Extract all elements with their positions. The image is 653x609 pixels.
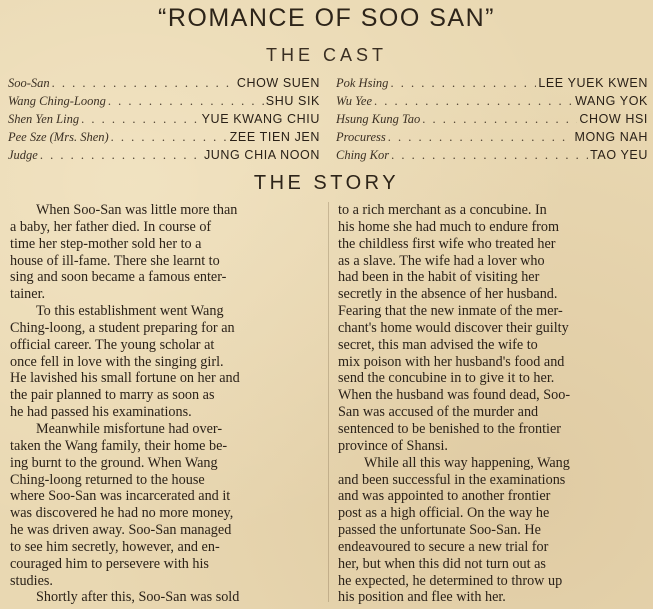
story-line: to a rich merchant as a concubine. In xyxy=(338,202,547,218)
cast-actor: YUE KWANG CHIU xyxy=(201,112,320,126)
cast-list xyxy=(8,74,648,164)
story-line: and been successful in the examinations xyxy=(338,471,566,488)
story-line: While all this way happening, Wang xyxy=(364,454,570,471)
story-line: had been in the habit of visiting her xyxy=(338,269,540,286)
leader-dots xyxy=(388,128,573,146)
story-line: He lavished his small fortune on her and xyxy=(10,370,240,387)
story-line: studies. xyxy=(10,572,53,589)
story-line: as a slave. The wife had a lover who xyxy=(338,252,545,269)
cast-role: Pok Hsing xyxy=(336,76,389,90)
story-line: post as a high official. On the way he xyxy=(338,505,550,522)
story-line: tainer. xyxy=(10,286,46,303)
cast-actor: JUNG CHIA NOON xyxy=(203,148,320,162)
story-line: Ching-loong, a student preparing for an xyxy=(10,319,235,336)
cast-entry xyxy=(336,146,648,164)
story-line: he expected, he determined to throw up xyxy=(338,572,563,589)
story-line: When Soo-San was little more than xyxy=(36,202,238,218)
story-line: ing burnt to the ground. When Wang xyxy=(10,454,218,471)
cast-role: Soo-San xyxy=(8,76,50,90)
story-line: Meanwhile misfortune had over- xyxy=(36,420,223,437)
cast-role: Wu Yee xyxy=(336,94,372,108)
cast-entry xyxy=(336,128,648,146)
story-line: secret, this man advised the wife to xyxy=(338,336,538,353)
story-line: once fell in love with the singing girl. xyxy=(10,353,224,370)
story-line: When the husband was found dead, Soo- xyxy=(338,387,571,404)
leader-dots xyxy=(52,74,235,92)
cast-role: Procuress xyxy=(336,130,386,144)
story-line: to see him secretly, however, and en- xyxy=(10,538,220,555)
cast-actor: LEE YUEK KWEN xyxy=(538,76,648,90)
cast-role: Shen Yen Ling xyxy=(8,112,80,126)
story-line: secretly in the absence of her husband. xyxy=(338,286,558,303)
cast-role: Ching Kor xyxy=(336,148,390,162)
story-line: chant's home would discover their guilty xyxy=(338,319,569,336)
story-line: sentenced to be benished to the frontier xyxy=(338,420,561,437)
story-line: a baby, her father died. In course of xyxy=(10,218,212,235)
cast-role: Hsung Kung Tao xyxy=(336,112,421,126)
column-divider xyxy=(328,202,329,602)
story-line: his position and flee with her. xyxy=(338,589,506,606)
story-line: house of ill-fame. There she learnt to xyxy=(10,252,220,269)
cast-entry xyxy=(8,92,320,110)
story-line: sing and soon became a famous enter- xyxy=(10,269,227,286)
leader-dots xyxy=(422,110,577,128)
story-line: couraged him to persevere with his xyxy=(10,555,209,572)
cast-entry xyxy=(8,110,320,128)
story-line: his home she had much to endure from xyxy=(338,218,560,235)
story-line: was discovered he had no more money, xyxy=(10,505,234,522)
story-line: official career. The young scholar at xyxy=(10,336,215,353)
leader-dots xyxy=(111,128,228,146)
story-line: Ching-loong returned to the house xyxy=(10,471,205,488)
story-line: where Soo-San was incarcerated and it xyxy=(10,488,231,505)
story-line: Fearing that the new inmate of the mer- xyxy=(338,303,563,320)
story-line: time her step-mother sold her to a xyxy=(10,235,202,252)
story-line: mix poison with her husband's food and xyxy=(338,353,565,370)
cast-role: Judge xyxy=(8,148,38,162)
story-line: endeavoured to secure a new trial for xyxy=(338,538,549,555)
cast-actor: CHOW SUEN xyxy=(236,76,320,90)
page-title: “ROMANCE OF SOO SAN” xyxy=(158,4,495,32)
cast-heading: THE CAST xyxy=(265,45,387,65)
cast-entry xyxy=(8,128,320,146)
cast-actor: SHU SIK xyxy=(265,94,320,108)
story-line: passed the unfortunate Soo-San. He xyxy=(338,522,541,539)
leader-dots xyxy=(40,146,202,164)
leader-dots xyxy=(391,146,588,164)
story-heading: THE STORY xyxy=(253,172,400,194)
story-line: he was driven away. Soo-San managed xyxy=(10,522,232,539)
leader-dots xyxy=(390,74,536,92)
leader-dots xyxy=(108,92,264,110)
story-line: send the concubine in to give it to her. xyxy=(338,370,555,387)
cast-role: Pee Sze (Mrs. Shen) xyxy=(8,130,109,144)
story-line: the pair planned to marry as soon as xyxy=(10,387,215,404)
story-line: To this establishment went Wang xyxy=(36,303,224,320)
story-line: San was accused of the murder and xyxy=(338,404,539,421)
cast-actor: MONG NAH xyxy=(574,130,648,144)
story-line: and was appointed to another frontier xyxy=(338,488,551,505)
cast-entry xyxy=(336,110,648,128)
cast-actor: WANG YOK xyxy=(575,94,648,108)
story-column-right xyxy=(338,202,644,606)
cast-entry xyxy=(8,146,320,164)
leader-dots xyxy=(81,110,200,128)
cast-role: Wang Ching-Loong xyxy=(8,94,106,108)
story-line: Shortly after this, Soo-San was sold xyxy=(36,589,240,606)
story-line: the childless first wife who treated her xyxy=(338,235,556,252)
cast-entry xyxy=(336,92,648,110)
leader-dots xyxy=(374,92,573,110)
cast-actor: ZEE TIEN JEN xyxy=(229,130,320,144)
cast-actor: CHOW HSI xyxy=(579,112,648,126)
story-line: province of Shansi. xyxy=(338,437,448,454)
story-line: taken the Wang family, their home be- xyxy=(10,437,228,454)
story-line: he had passed his examinations. xyxy=(10,404,192,421)
story-column-left xyxy=(10,202,320,606)
cast-actor: TAO YEU xyxy=(590,148,648,162)
cast-entry xyxy=(336,74,648,92)
story-line: her, but when this did not turn out as xyxy=(338,555,546,572)
cast-entry xyxy=(8,74,320,92)
